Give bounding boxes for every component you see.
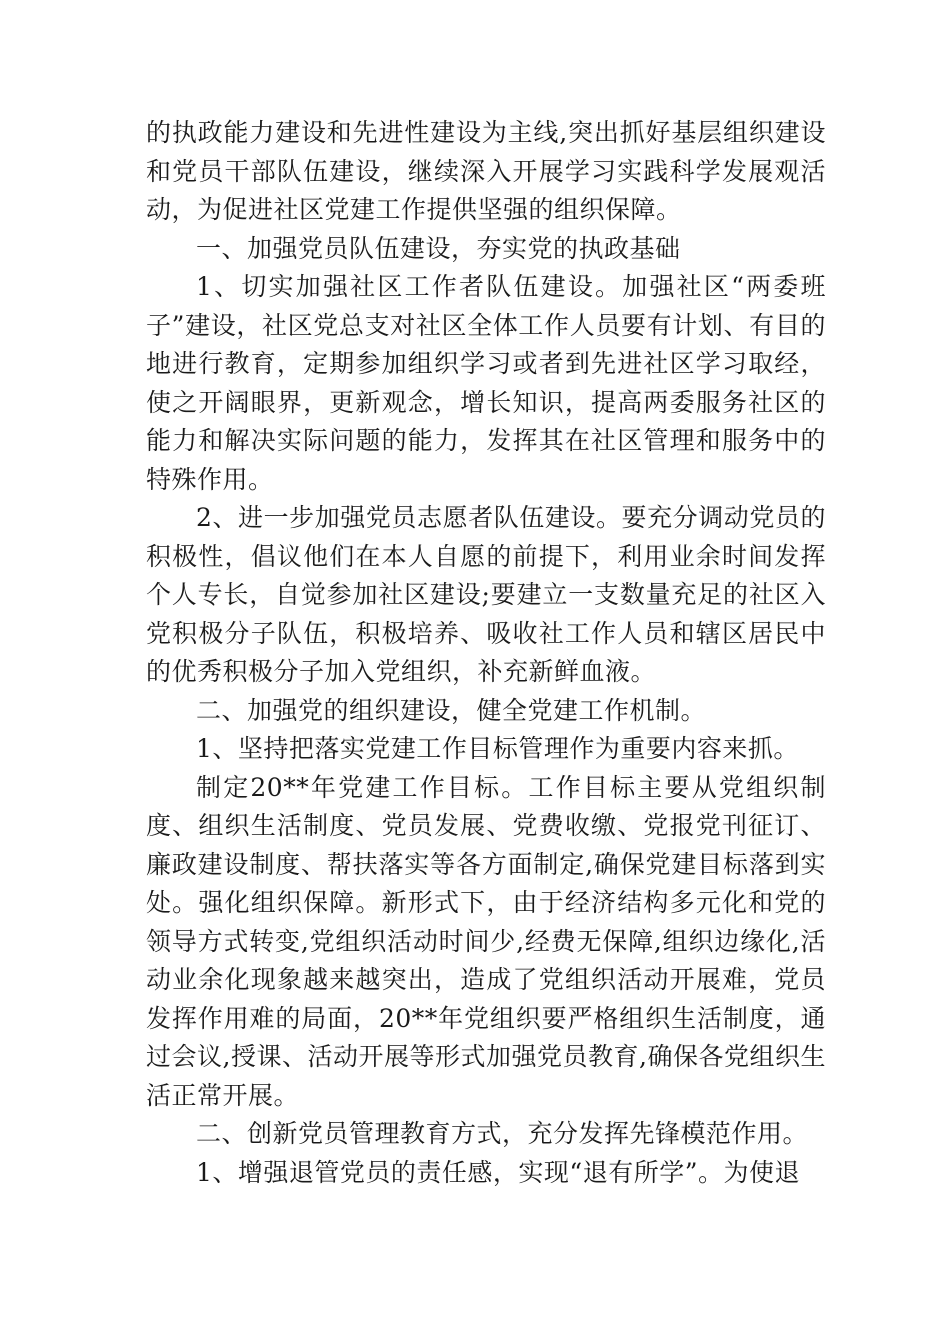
paragraph-2-1: 1、坚持把落实党建工作目标管理作为重要内容来抓。 bbox=[196, 734, 799, 763]
paragraph-1-2: 2、进一步加强党员志愿者队伍建设。要充分调动党员的积极性，倡议他们在本人自愿的前提下，利用业余时间发挥个人专长，自觉参加社区建设;要建立一支数量充足的社区入党积极分子队伍，积极培养、吸收社工作人员和辖区居民中的优秀积极分子加入党组织，补充新鲜血液。 bbox=[146, 503, 826, 686]
paragraph-intro-continuation: 的执政能力建设和先进性建设为主线,突出抓好基层组织建设和党员干部队伍建设，继续深入开展学习实践科学发展观活动，为促进社区党建工作提供坚强的组织保障。 bbox=[146, 118, 826, 224]
paragraph-2-1-detail: 制定20**年党建工作目标。工作目标主要从党组织制度、组织生活制度、党员发展、党费收缴、党报党刊征订、廉政建设制度、帮扶落实等各方面制定,确保党建目标落到实处。强化组织保障。新形式下，由于经济结构多元化和党的领导方式转变,党组织活动时间少,经费无保障,组织边缘化,活动业余化现象越来越突出，造成了党组织活动开展难，党员发挥作用难的局面，20**年党组织要严格组织生活制度，通过会议,授课、活动开展等形式加强党员教育,确保各党组织生活正常开展。 bbox=[146, 772, 826, 1110]
section-heading-1: 一、加强党员队伍建设，夯实党的执政基础 bbox=[196, 233, 681, 263]
document-body bbox=[146, 114, 826, 1192]
paragraph-1-1: 1、切实加强社区工作者队伍建设。加强社区“两委班子”建设，社区党总支对社区全体工作人员要有计划、有目的地进行教育，定期参加组织学习或者到先进社区学习取经，使之开阔眼界，更新观念，增长知识，提高两委服务社区的能力和解决实际问题的能力，发挥其在社区管理和服务中的特殊作用。 bbox=[146, 272, 826, 494]
section-heading-2: 二、加强党的组织建设，健全党建工作机制。 bbox=[196, 695, 707, 725]
paragraph-3-1: 1、增强退管党员的责任感，实现“退有所学”。为使退 bbox=[196, 1157, 800, 1187]
section-heading-3: 二、创新党员管理教育方式，充分发挥先锋模范作用。 bbox=[196, 1119, 809, 1148]
